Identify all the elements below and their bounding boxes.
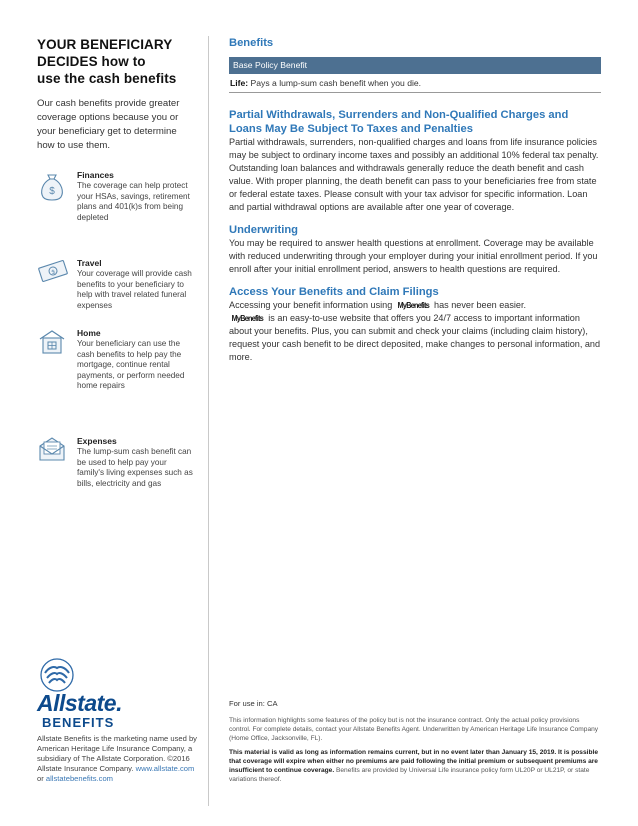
legal-validity-rest: Benefits are provided by Universal Life insurance policy form UL20P or UL21P, or state variations thereof.	[229, 767, 590, 783]
partial-withdrawals-text: Partial withdrawals, surrenders, non-qualified charges and loans from life insurance policies may be subject to ordinary income taxes and possibly an additional 10% federal tax penalty. Outstanding loan balances and withdrawals generally reduce the death benefit and cash value. With proper planning, the death benefit can pass to your beneficiaries free from state or federal estate taxes. Please consult with your tax advisor for specific information. Loan and partial withdrawal options are available after one year of coverage.	[229, 137, 599, 212]
use-title: Home	[77, 328, 101, 338]
cash-bill-icon	[37, 258, 67, 288]
svg-text:$: $	[51, 269, 57, 277]
logo-wordmark: Allstate.	[37, 690, 122, 716]
intro-text: Our cash benefits provide greater coverage options because you or your beneficiary get to determine how to use them.	[37, 98, 180, 151]
legal-footer	[229, 699, 601, 784]
use-title: Expenses	[77, 436, 117, 446]
underwriting-text: You may be required to answer health questions at enrollment. Coverage may be available with reduced underwriting through your employer during your initial enrollment period. If you enroll after your initial enrollment period, answers to health questions are required.	[229, 238, 598, 274]
use-description: The lump-sum cash benefit can be used to help pay your family's living expenses such as bills, electricity and gas	[77, 447, 193, 488]
left-column	[37, 36, 193, 488]
benefits-heading: Benefits	[229, 37, 274, 49]
mybenefits-logo: MyBenefits	[397, 300, 429, 310]
svg-text:$: $	[49, 186, 55, 197]
headline-line: DECIDES how to	[37, 54, 146, 69]
access-text	[229, 312, 601, 364]
footnote-text: Allstate Benefits is the marketing name used by American Heritage Life Insurance Company, a subsidiary of The Allstate Corporation. ©2016 Allstate Insurance Company.	[37, 734, 197, 773]
envelope-icon	[37, 436, 67, 466]
access-heading: Access Your Benefits and Claim Filings	[229, 286, 439, 298]
hands-logo-icon	[37, 658, 77, 692]
company-footnote	[37, 734, 197, 784]
money-bag-icon	[37, 170, 67, 200]
allstatebenefits-link[interactable]: allstatebenefits.com	[45, 774, 114, 783]
legal-validity-bold: This material is valid as long as information remains current, but in no event later than January 15, 2019. It is possible that coverage will expire when either no premiums are paid following the initial premium or subsequent premiums are insufficient to continue coverage.	[229, 749, 598, 774]
legal-disclaimer: This information highlights some features of the policy but is not the insurance contract. Only the actual policy provisions control. For complete details, contact your Allstate Benefits Agent. Underwritten by American Heritage Life Insurance Company (Home Office, Jacksonville, FL).	[229, 717, 599, 742]
underwriting-heading: Underwriting	[229, 224, 298, 236]
life-benefit-row	[229, 74, 601, 93]
headline	[37, 36, 193, 87]
right-column	[229, 36, 601, 364]
house-icon	[37, 328, 67, 358]
use-title: Travel	[77, 258, 102, 268]
access-intro	[229, 299, 601, 312]
use-description: Your coverage will provide cash benefits to your beneficiary to help with travel related funeral expenses	[77, 269, 192, 310]
headline-line: use the cash benefits	[37, 71, 177, 86]
life-label: Life:	[230, 78, 249, 88]
legal-validity	[229, 748, 601, 784]
mybenefits-logo: MyBenefits	[231, 313, 264, 323]
use-title: Finances	[77, 170, 114, 180]
use-description: The coverage can help protect your HSAs, savings, retirement plans and 401(k)s from being depleted	[77, 181, 190, 222]
base-policy-bar: Base Policy Benefit	[229, 57, 601, 74]
life-text: Pays a lump-sum cash benefit when you die.	[250, 78, 422, 88]
partial-withdrawals-heading: Partial Withdrawals, Surrenders and Non-Qualified Charges and Loans May Be Subject To Taxes and Penalties	[229, 109, 569, 135]
logo-subtitle: BENEFITS	[42, 715, 115, 730]
access-line-b: has never been easier.	[434, 300, 527, 310]
for-use-state: For use in: CA	[229, 699, 278, 708]
footnote-or: or	[37, 774, 44, 783]
access-description: is an easy-to-use website that offers you 24/7 access to important information about your benefits. Plus, you can submit and check your claims (including claim history), request your cash benefit to be direct deposited, make changes to personal information, and more.	[229, 313, 601, 362]
allstate-link[interactable]: www.allstate.com	[135, 764, 195, 773]
headline-line: YOUR BENEFICIARY	[37, 37, 173, 52]
use-description: Your beneficiary can use the cash benefits to help pay the mortgage, continue rental payments, or perform needed home repairs	[77, 339, 185, 391]
access-line-a: Accessing your benefit information using	[229, 300, 393, 310]
column-divider	[208, 36, 209, 806]
